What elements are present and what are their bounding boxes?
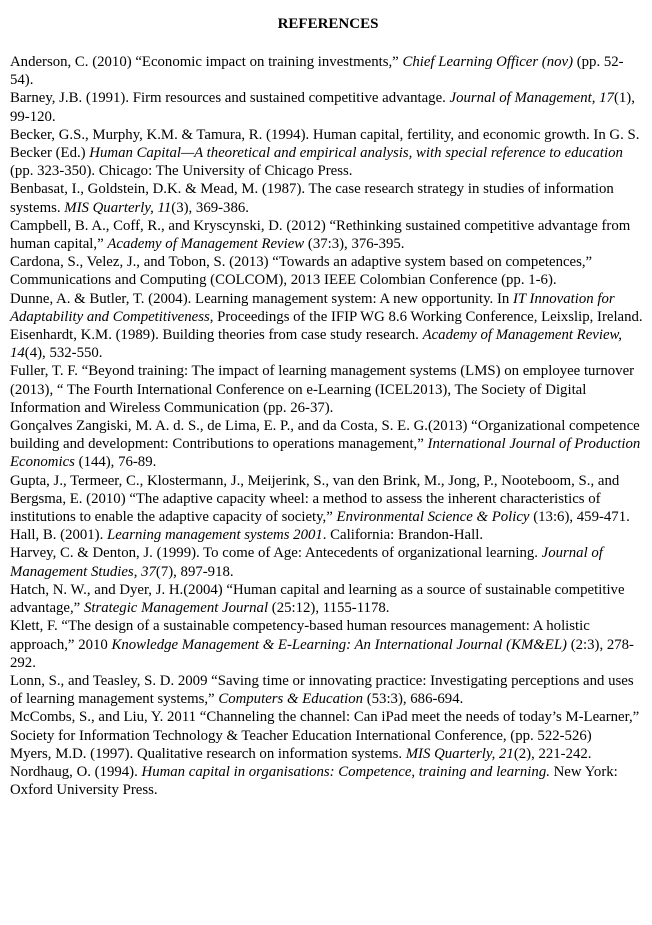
reference-italic-text: Knowledge Management & E-Learning: An International Journal (KM&EL): [111, 636, 567, 653]
reference-italic-text: Human Capital—A theoretical and empirical analysis, with special reference to education: [89, 145, 623, 162]
reference-text: (144), 76-89.: [74, 454, 157, 471]
reference-text: (2), 221-242.: [513, 745, 592, 762]
reference-entry: [10, 89, 644, 125]
reference-text: Becker, G.S., Murphy, K.M. & Tamura, R. (1994). Human capital, fertility, and economic growth. In G. S. Becker (Ed.): [10, 126, 640, 162]
reference-entry: [10, 253, 644, 289]
reference-text: Barney, J.B. (1991). Firm resources and sustained competitive advantage.: [10, 90, 450, 107]
reference-italic-text: Learning management systems 2001: [107, 527, 323, 544]
reference-text: McCombs, S., and Liu, Y. 2011 “Channeling the channel: Can iPad meet the needs of today’s M-Learner,” Society for Information Technology & Teacher Education International Conference, (pp. 522-526): [10, 709, 640, 744]
reference-entry: [10, 526, 644, 544]
reference-text: (2:3), 278-292.: [10, 636, 634, 671]
reference-text: Gonçalves Zangiski, M. A. d. S., de Lima, E. P., and da Costa, S. E. G.(2013) “Organizational competence building and development: Contributions to operations management,”: [10, 418, 640, 453]
reference-italic-text: MIS Quarterly, 11: [64, 199, 172, 216]
reference-text: . California: Brandon-Hall.: [322, 527, 484, 544]
reference-text: Dunne, A. & Butler, T. (2004). Learning management system: A new opportunity. In: [10, 290, 513, 307]
reference-italic-text: Academy of Management Review: [107, 236, 305, 253]
reference-entry: [10, 126, 644, 181]
reference-entry: [10, 672, 644, 708]
reference-text: (7), 897-918.: [155, 563, 234, 580]
reference-italic-text: Computers & Education: [218, 691, 364, 708]
reference-text: Anderson, C. (2010) “Economic impact on training investments,”: [10, 54, 403, 70]
reference-text: (4), 532-550.: [24, 345, 103, 362]
reference-list: [10, 53, 644, 799]
reference-text: (pp. 52-54).: [10, 54, 624, 89]
reference-text: (13:6), 459-471.: [529, 509, 630, 526]
reference-text: (1), 99-120.: [10, 90, 635, 125]
reference-entry: [10, 290, 644, 326]
reference-text: (37:3), 376-395.: [304, 236, 405, 253]
reference-entry: [10, 53, 644, 89]
reference-text: Lonn, S., and Teasley, S. D. 2009 “Saving time or innovating practice: Investigating perceptions and uses of learning management systems,”: [10, 672, 634, 708]
reference-italic-text: MIS Quarterly, 21: [405, 745, 514, 762]
reference-italic-text: Journal of Management, 17: [449, 90, 614, 107]
reference-entry: [10, 745, 644, 763]
reference-text: Nordhaug, O. (1994).: [10, 763, 142, 780]
reference-entry: [10, 362, 644, 417]
reference-text: Benbasat, I., Goldstein, D.K. & Mead, M. (1987). The case research strategy in studies of information systems.: [10, 181, 614, 216]
reference-text: Fuller, T. F. “Beyond training: The impact of learning management systems (LMS) on employee turnover (2013), “ The Fourth International Conference on e-Learning (ICEL2013), The Society of Digital Information and Wireless Communication (pp. 26-37).: [10, 363, 635, 416]
reference-entry: [10, 417, 644, 472]
reference-text: Gupta, J., Termeer, C., Klostermann, J., Meijerink, S., van den Brink, M., Jong, P., Nooteboom, S., and Bergsma, E. (2010) “The adaptive capacity wheel: a method to assess the inherent characteristics of institutions to enable the adaptive capacity of society,”: [10, 472, 620, 526]
reference-text: , Proceedings of the IFIP WG 8.6 Working Conference, Leixslip, Ireland.: [209, 308, 643, 325]
reference-text: Campbell, B. A., Coff, R., and Kryscynski, D. (2012) “Rethinking sustained competitive advantage from human capital,”: [10, 217, 631, 253]
reference-italic-text: Environmental Science & Policy: [336, 509, 530, 526]
reference-text: (3), 369-386.: [171, 199, 249, 216]
reference-italic-text: Chief Learning Officer (nov): [402, 54, 574, 70]
references-heading: REFERENCES: [277, 16, 379, 32]
reference-text: New York: Oxford University Press.: [10, 763, 618, 799]
reference-text: (53:3), 686-694.: [363, 691, 464, 708]
reference-entry: [10, 326, 644, 362]
reference-italic-text: Journal of Management Studies, 37: [10, 545, 603, 580]
reference-text: Klett, F. “The design of a sustainable competency-based human resources management: A holistic approach,” 2010: [10, 618, 590, 653]
reference-entry: [10, 708, 644, 744]
reference-italic-text: Human capital in organisations: Competence, training and learning.: [141, 763, 550, 780]
reference-italic-text: Strategic Management Journal: [83, 600, 269, 617]
reference-entry: [10, 217, 644, 253]
reference-entry: [10, 581, 644, 617]
reference-italic-text: IT Innovation for Adaptability and Competitiveness: [10, 290, 615, 325]
reference-italic-text: Academy of Management Review, 14: [10, 327, 622, 362]
reference-entry: [10, 544, 644, 580]
reference-entry: [10, 472, 644, 527]
reference-text: Hatch, N. W., and Dyer, J. H.(2004) “Human capital and learning as a source of sustainable competitive advantage,”: [10, 581, 625, 617]
reference-text: (25:12), 1155-1178.: [268, 600, 390, 617]
reference-text: Hall, B. (2001).: [10, 527, 107, 544]
reference-entry: [10, 617, 644, 672]
reference-text: (pp. 323-350). Chicago: The University of Chicago Press.: [10, 163, 353, 180]
reference-text: Eisenhardt, K.M. (1989). Building theories from case study research.: [10, 327, 423, 344]
references-page: [10, 13, 644, 799]
reference-italic-text: International Journal of Production Economics: [10, 436, 641, 471]
reference-text: Harvey, C. & Denton, J. (1999). To come of Age: Antecedents of organizational learning.: [10, 545, 542, 562]
reference-text: Cardona, S., Velez, J., and Tobon, S. (2013) “Towards an adaptive system based on competences,” Communications and Computing (COLCOM), 2013 IEEE Colombian Conference (pp. 1-6).: [10, 254, 593, 289]
reference-text: Myers, M.D. (1997). Qualitative research on information systems.: [10, 745, 406, 762]
reference-entry: [10, 180, 644, 216]
reference-entry: [10, 763, 644, 799]
